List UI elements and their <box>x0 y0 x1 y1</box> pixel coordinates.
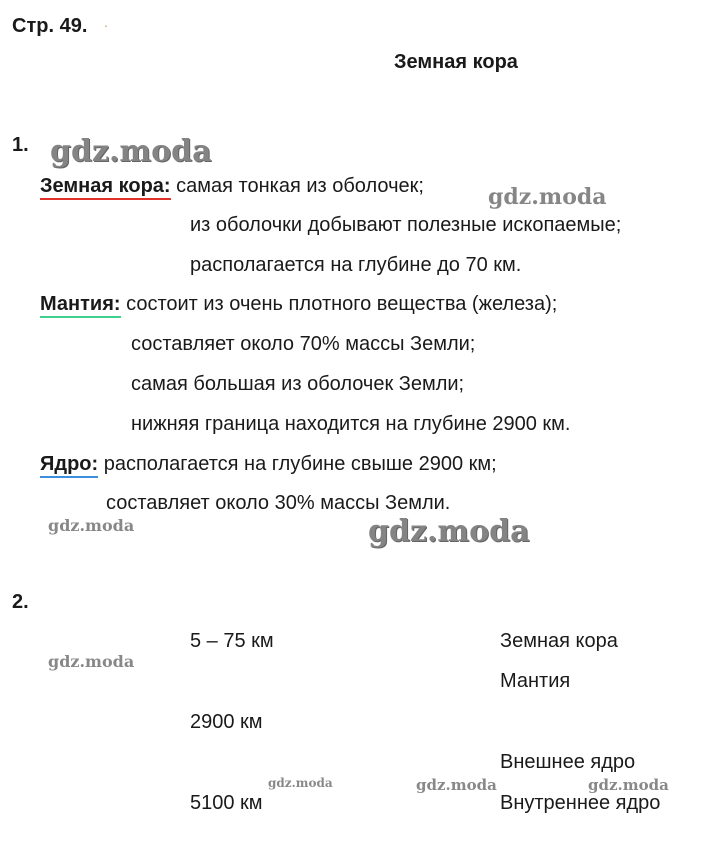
core-text-2: составляет около 30% массы Земли. <box>106 492 451 514</box>
mantle-text-2: составляет около 70% массы Земли; <box>131 333 476 355</box>
task-1-number: 1. <box>12 134 29 156</box>
layer-outer-core: Внешнее ядро <box>500 751 636 773</box>
crust-text-1: самая тонкая из оболочек; <box>176 175 424 197</box>
watermark: gdz.moda <box>368 514 530 549</box>
crust-label: Земная кора: <box>40 175 171 200</box>
layer-mantle: Мантия <box>500 670 571 692</box>
watermark: gdz.moda <box>488 184 607 210</box>
depth-3: 5100 км <box>190 792 263 814</box>
mantle-text-4: нижняя граница находится на глубине 2900 км. <box>131 413 571 435</box>
core-text-1: располагается на глубине свыше 2900 км; <box>103 453 497 475</box>
core-line-1 <box>40 452 497 476</box>
mantle-label: Мантия: <box>40 293 121 318</box>
watermark: gdz.moda <box>416 776 497 794</box>
watermark: gdz.moda <box>588 776 669 794</box>
page-title: Земная кора <box>394 51 518 73</box>
watermark: gdz.moda <box>268 776 333 790</box>
task-2-number: 2. <box>12 591 29 613</box>
watermark: gdz.moda <box>48 516 135 535</box>
page-number: Стр. 49. <box>12 15 88 37</box>
stray-dot: . <box>104 14 108 30</box>
watermark: gdz.moda <box>50 134 212 169</box>
depth-2: 2900 км <box>190 711 263 733</box>
crust-line-1 <box>40 174 424 198</box>
watermark: gdz.moda <box>48 652 135 671</box>
depth-1: 5 – 75 км <box>190 630 274 652</box>
core-label: Ядро: <box>40 453 98 478</box>
mantle-text-3: самая большая из оболочек Земли; <box>131 373 465 395</box>
mantle-text-1: состоит из очень плотного вещества (железа); <box>126 293 558 315</box>
crust-text-2: из оболочки добывают полезные ископаемые; <box>190 214 622 236</box>
layer-inner-core: Внутреннее ядро <box>500 792 661 814</box>
crust-text-3: располагается на глубине до 70 км. <box>190 254 522 276</box>
layer-crust: Земная кора <box>500 630 618 652</box>
mantle-line-1 <box>40 292 557 316</box>
